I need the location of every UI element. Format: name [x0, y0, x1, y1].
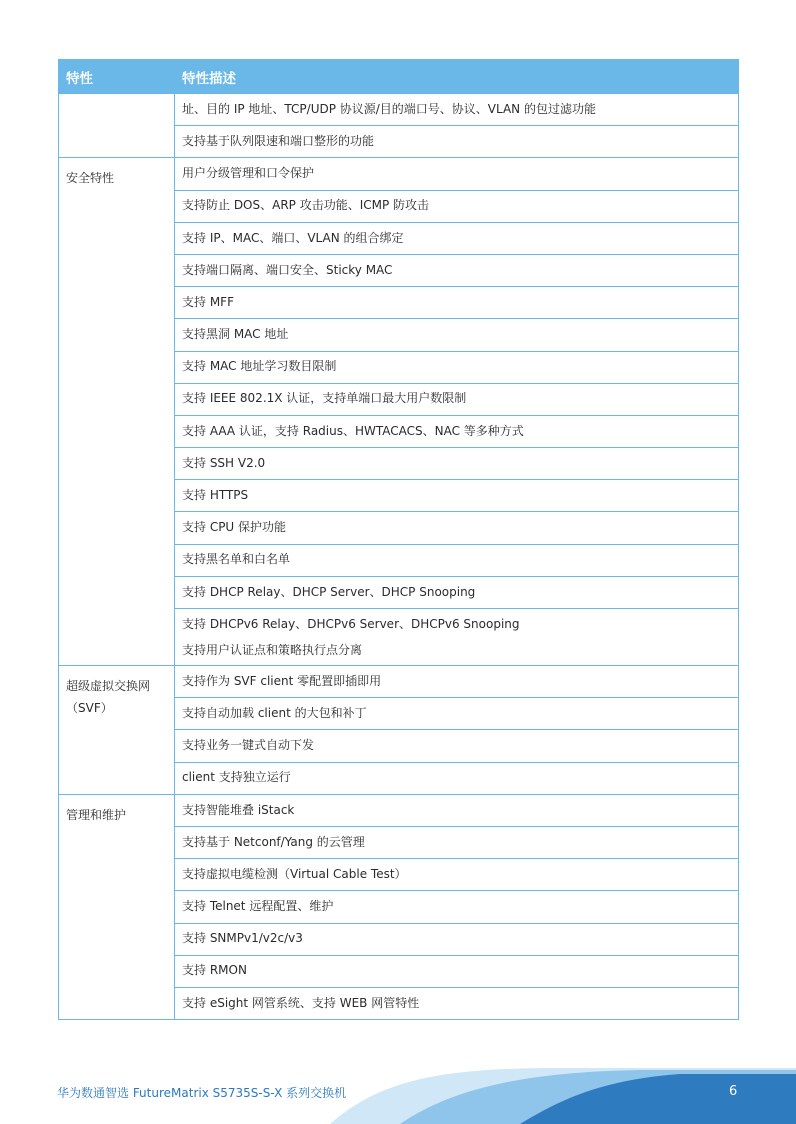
table-row [59, 666, 739, 698]
feature-description: 支持基于 Netconf/Yang 的云管理 [175, 826, 739, 858]
table-header-row [59, 60, 739, 94]
feature-description: 支持黑洞 MAC 地址 [175, 319, 739, 351]
feature-description: 支持 MFF [175, 287, 739, 319]
feature-category: 安全特性 [59, 158, 175, 666]
feature-description: 支持 SSH V2.0 [175, 448, 739, 480]
feature-description: 支持 AAA 认证，支持 Radius、HWTACACS、NAC 等多种方式 [175, 415, 739, 447]
table-row [59, 794, 739, 826]
feature-description: 用户分级管理和口令保护 [175, 158, 739, 190]
feature-description: 支持 IEEE 802.1X 认证，支持单端口最大用户数限制 [175, 383, 739, 415]
feature-description: 支持 Telnet 远程配置、维护 [175, 891, 739, 923]
feature-description: 支持 RMON [175, 955, 739, 987]
page-number: 6 [729, 1084, 738, 1099]
feature-description: 支持智能堆叠 iStack [175, 794, 739, 826]
feature-description: 支持 eSight 网管系统、支持 WEB 网管特性 [175, 987, 739, 1019]
header-feature-description: 特性描述 [175, 60, 739, 94]
header-feature: 特性 [59, 60, 175, 94]
feature-description: 支持黑名单和白名单 [175, 544, 739, 576]
feature-table [58, 59, 739, 1020]
feature-description: 支持 IP、MAC、端口、VLAN 的组合绑定 [175, 222, 739, 254]
feature-description: 支持 SNMPv1/v2c/v3 [175, 923, 739, 955]
table-row [59, 158, 739, 190]
feature-description: 支持基于队列限速和端口整形的功能 [175, 126, 739, 158]
feature-description: client 支持独立运行 [175, 762, 739, 794]
feature-description: 支持防止 DOS、ARP 攻击功能、ICMP 防攻击 [175, 190, 739, 222]
feature-description: 支持作为 SVF client 零配置即插即用 [175, 666, 739, 698]
table-row [59, 94, 739, 126]
footer-document-title: 华为数通智选 FutureMatrix S5735S-S-X 系列交换机 [57, 1086, 347, 1100]
feature-category: 超级虚拟交换网 （SVF） [59, 666, 175, 795]
feature-description: 支持端口隔离、端口安全、Sticky MAC [175, 254, 739, 286]
feature-description: 址、目的 IP 地址、TCP/UDP 协议源/目的端口号、协议、VLAN 的包过滤功能 [175, 94, 739, 126]
feature-description: 支持 DHCPv6 Relay、DHCPv6 Server、DHCPv6 Snooping 支持用户认证点和策略执行点分离 [175, 609, 739, 666]
feature-description: 支持 MAC 地址学习数目限制 [175, 351, 739, 383]
feature-description: 支持 HTTPS [175, 480, 739, 512]
feature-description: 支持 CPU 保护功能 [175, 512, 739, 544]
feature-category [59, 94, 175, 158]
feature-category: 管理和维护 [59, 794, 175, 1019]
feature-description: 支持自动加载 client 的大包和补丁 [175, 698, 739, 730]
feature-description: 支持 DHCP Relay、DHCP Server、DHCP Snooping [175, 576, 739, 608]
feature-description: 支持虚拟电缆检测（Virtual Cable Test） [175, 859, 739, 891]
feature-description: 支持业务一键式自动下发 [175, 730, 739, 762]
